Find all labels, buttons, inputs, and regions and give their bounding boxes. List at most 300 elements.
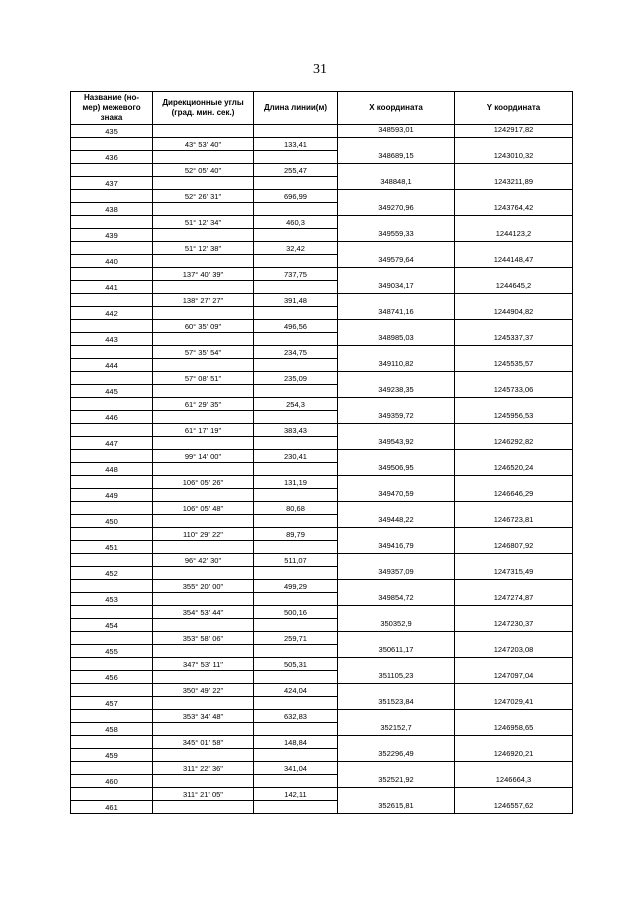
empty-y-cell <box>455 346 573 359</box>
direction-angle-cell: 106° 05' 48" <box>153 502 254 515</box>
empty-angle-cell <box>153 125 254 138</box>
mark-name-cell: 457 <box>71 697 153 710</box>
table-row-point <box>71 125 573 138</box>
empty-angle-cell <box>153 775 254 788</box>
empty-angle-cell <box>153 645 254 658</box>
empty-x-cell <box>338 242 455 255</box>
line-length-cell: 259,71 <box>254 632 338 645</box>
x-coordinate-cell: 351105,23 <box>338 671 455 684</box>
empty-angle-cell <box>153 801 254 814</box>
table-row-segment <box>71 346 573 359</box>
empty-x-cell <box>338 320 455 333</box>
mark-name-cell: 454 <box>71 619 153 632</box>
mark-name-cell: 447 <box>71 437 153 450</box>
table-row-point <box>71 541 573 554</box>
empty-angle-cell <box>153 229 254 242</box>
empty-length-cell <box>254 437 338 450</box>
direction-angle-cell: 52° 05' 40" <box>153 164 254 177</box>
x-coordinate-cell: 351523,84 <box>338 697 455 710</box>
table-row-segment <box>71 398 573 411</box>
table-row-segment <box>71 424 573 437</box>
empty-name-cell <box>71 216 153 229</box>
empty-name-cell <box>71 606 153 619</box>
empty-angle-cell <box>153 411 254 424</box>
table-row-point <box>71 515 573 528</box>
empty-y-cell <box>455 164 573 177</box>
empty-angle-cell <box>153 359 254 372</box>
line-length-cell: 254,3 <box>254 398 338 411</box>
table-row-point <box>71 437 573 450</box>
table-row-segment <box>71 684 573 697</box>
line-length-cell: 341,04 <box>254 762 338 775</box>
y-coordinate-cell: 1245733,06 <box>455 385 573 398</box>
y-coordinate-cell: 1246664,3 <box>455 775 573 788</box>
empty-name-cell <box>71 398 153 411</box>
empty-y-cell <box>455 216 573 229</box>
x-coordinate-cell: 349579,64 <box>338 255 455 268</box>
table-row-segment <box>71 242 573 255</box>
direction-angle-cell: 57° 08' 51" <box>153 372 254 385</box>
empty-length-cell <box>254 177 338 190</box>
table-row-segment <box>71 606 573 619</box>
y-coordinate-cell: 1247315,49 <box>455 567 573 580</box>
direction-angle-cell: 311° 22' 36" <box>153 762 254 775</box>
mark-name-cell: 439 <box>71 229 153 242</box>
empty-y-cell <box>455 398 573 411</box>
mark-name-cell: 435 <box>71 125 153 138</box>
empty-x-cell <box>338 762 455 775</box>
y-coordinate-cell: 1244645,2 <box>455 281 573 294</box>
empty-angle-cell <box>153 723 254 736</box>
line-length-cell: 230,41 <box>254 450 338 463</box>
line-length-cell: 391,48 <box>254 294 338 307</box>
direction-angle-cell: 51° 12' 34" <box>153 216 254 229</box>
table-row-segment <box>71 294 573 307</box>
mark-name-cell: 461 <box>71 801 153 814</box>
table-header-row <box>71 92 573 125</box>
line-length-cell: 505,31 <box>254 658 338 671</box>
mark-name-cell: 446 <box>71 411 153 424</box>
empty-x-cell <box>338 580 455 593</box>
table-row-segment <box>71 216 573 229</box>
table-body <box>71 125 573 814</box>
empty-x-cell <box>338 424 455 437</box>
empty-name-cell <box>71 528 153 541</box>
empty-length-cell <box>254 723 338 736</box>
x-coordinate-cell: 349448,22 <box>338 515 455 528</box>
y-coordinate-cell: 1247097,04 <box>455 671 573 684</box>
mark-name-cell: 437 <box>71 177 153 190</box>
empty-angle-cell <box>153 567 254 580</box>
table-row-point <box>71 749 573 762</box>
x-coordinate-cell: 348593,01 <box>338 125 455 138</box>
table-row-point <box>71 385 573 398</box>
y-coordinate-cell: 1246958,65 <box>455 723 573 736</box>
x-coordinate-cell: 349416,79 <box>338 541 455 554</box>
x-coordinate-cell: 349854,72 <box>338 593 455 606</box>
empty-y-cell <box>455 424 573 437</box>
x-coordinate-cell: 349357,09 <box>338 567 455 580</box>
table-row-segment <box>71 554 573 567</box>
y-coordinate-cell: 1244123,2 <box>455 229 573 242</box>
table-row-segment <box>71 268 573 281</box>
table-row-point <box>71 281 573 294</box>
direction-angle-cell: 43° 53' 40" <box>153 138 254 151</box>
table-row-point <box>71 359 573 372</box>
line-length-cell: 80,68 <box>254 502 338 515</box>
direction-angle-cell: 110° 29' 22" <box>153 528 254 541</box>
x-coordinate-cell: 349543,92 <box>338 437 455 450</box>
table-row-point <box>71 255 573 268</box>
y-coordinate-cell: 1247203,08 <box>455 645 573 658</box>
empty-y-cell <box>455 788 573 801</box>
table-row-segment <box>71 320 573 333</box>
empty-x-cell <box>338 164 455 177</box>
x-coordinate-cell: 349270,96 <box>338 203 455 216</box>
empty-x-cell <box>338 788 455 801</box>
empty-name-cell <box>71 346 153 359</box>
x-coordinate-cell: 352296,49 <box>338 749 455 762</box>
direction-angle-cell: 353° 58' 06" <box>153 632 254 645</box>
empty-length-cell <box>254 281 338 294</box>
x-coordinate-cell: 350611,17 <box>338 645 455 658</box>
empty-y-cell <box>455 632 573 645</box>
direction-angle-cell: 138° 27' 27" <box>153 294 254 307</box>
y-coordinate-cell: 1246723,81 <box>455 515 573 528</box>
table-row-point <box>71 229 573 242</box>
empty-length-cell <box>254 125 338 138</box>
empty-angle-cell <box>153 749 254 762</box>
mark-name-cell: 443 <box>71 333 153 346</box>
empty-name-cell <box>71 658 153 671</box>
empty-x-cell <box>338 606 455 619</box>
empty-name-cell <box>71 502 153 515</box>
table-row-point <box>71 645 573 658</box>
mark-name-cell: 455 <box>71 645 153 658</box>
empty-length-cell <box>254 671 338 684</box>
y-coordinate-cell: 1247230,37 <box>455 619 573 632</box>
boundary-marks-table-container <box>70 91 572 822</box>
empty-length-cell <box>254 697 338 710</box>
empty-name-cell <box>71 190 153 203</box>
empty-length-cell <box>254 203 338 216</box>
direction-angle-cell: 51° 12' 38" <box>153 242 254 255</box>
line-length-cell: 89,79 <box>254 528 338 541</box>
empty-y-cell <box>455 268 573 281</box>
direction-angle-cell: 355° 20' 00" <box>153 580 254 593</box>
mark-name-cell: 459 <box>71 749 153 762</box>
mark-name-cell: 442 <box>71 307 153 320</box>
y-coordinate-cell: 1247274,87 <box>455 593 573 606</box>
empty-x-cell <box>338 684 455 697</box>
empty-y-cell <box>455 502 573 515</box>
direction-angle-cell: 354° 53' 44" <box>153 606 254 619</box>
empty-x-cell <box>338 216 455 229</box>
table-row-point <box>71 203 573 216</box>
table-row-point <box>71 775 573 788</box>
table-row-point <box>71 801 573 814</box>
y-coordinate-cell: 1245535,57 <box>455 359 573 372</box>
empty-length-cell <box>254 385 338 398</box>
table-row-point <box>71 697 573 710</box>
empty-angle-cell <box>153 515 254 528</box>
table-row-segment <box>71 190 573 203</box>
empty-x-cell <box>338 138 455 151</box>
empty-angle-cell <box>153 697 254 710</box>
mark-name-cell: 453 <box>71 593 153 606</box>
mark-name-cell: 458 <box>71 723 153 736</box>
empty-length-cell <box>254 333 338 346</box>
empty-name-cell <box>71 268 153 281</box>
empty-length-cell <box>254 541 338 554</box>
empty-angle-cell <box>153 671 254 684</box>
empty-angle-cell <box>153 489 254 502</box>
y-coordinate-cell: 1244904,82 <box>455 307 573 320</box>
empty-length-cell <box>254 749 338 762</box>
empty-x-cell <box>338 710 455 723</box>
table-row-segment <box>71 580 573 593</box>
mark-name-cell: 460 <box>71 775 153 788</box>
direction-angle-cell: 350° 49' 22" <box>153 684 254 697</box>
x-coordinate-cell: 352152,7 <box>338 723 455 736</box>
empty-x-cell <box>338 190 455 203</box>
empty-length-cell <box>254 645 338 658</box>
empty-x-cell <box>338 502 455 515</box>
empty-y-cell <box>455 736 573 749</box>
empty-length-cell <box>254 229 338 242</box>
empty-name-cell <box>71 242 153 255</box>
y-coordinate-cell: 1244148,47 <box>455 255 573 268</box>
empty-name-cell <box>71 164 153 177</box>
x-coordinate-cell: 348689,15 <box>338 151 455 164</box>
table-row-point <box>71 151 573 164</box>
y-coordinate-cell: 1243010,32 <box>455 151 573 164</box>
empty-name-cell <box>71 788 153 801</box>
empty-angle-cell <box>153 619 254 632</box>
y-coordinate-cell: 1243211,89 <box>455 177 573 190</box>
mark-name-cell: 441 <box>71 281 153 294</box>
y-coordinate-cell: 1246646,29 <box>455 489 573 502</box>
empty-x-cell <box>338 736 455 749</box>
empty-angle-cell <box>153 255 254 268</box>
table-row-point <box>71 333 573 346</box>
line-length-cell: 255,47 <box>254 164 338 177</box>
empty-length-cell <box>254 515 338 528</box>
direction-angle-cell: 99° 14' 00" <box>153 450 254 463</box>
empty-name-cell <box>71 632 153 645</box>
direction-angle-cell: 347° 53' 11" <box>153 658 254 671</box>
mark-name-cell: 450 <box>71 515 153 528</box>
empty-length-cell <box>254 463 338 476</box>
y-coordinate-cell: 1246807,92 <box>455 541 573 554</box>
line-length-cell: 383,43 <box>254 424 338 437</box>
direction-angle-cell: 311° 21' 05" <box>153 788 254 801</box>
table-row-segment <box>71 138 573 151</box>
table-row-segment <box>71 476 573 489</box>
y-coordinate-cell: 1246920,21 <box>455 749 573 762</box>
empty-length-cell <box>254 151 338 164</box>
empty-angle-cell <box>153 281 254 294</box>
x-coordinate-cell: 349238,35 <box>338 385 455 398</box>
boundary-marks-table <box>70 91 573 814</box>
x-coordinate-cell: 348741,16 <box>338 307 455 320</box>
y-coordinate-cell: 1245337,37 <box>455 333 573 346</box>
empty-y-cell <box>455 320 573 333</box>
mark-name-cell: 436 <box>71 151 153 164</box>
empty-length-cell <box>254 775 338 788</box>
x-coordinate-cell: 349034,17 <box>338 281 455 294</box>
empty-name-cell <box>71 710 153 723</box>
empty-name-cell <box>71 580 153 593</box>
table-row-point <box>71 593 573 606</box>
x-coordinate-cell: 349110,82 <box>338 359 455 372</box>
direction-angle-cell: 60° 35' 09" <box>153 320 254 333</box>
direction-angle-cell: 137° 40' 39" <box>153 268 254 281</box>
table-row-segment <box>71 736 573 749</box>
empty-y-cell <box>455 554 573 567</box>
empty-y-cell <box>455 658 573 671</box>
table-row-point <box>71 489 573 502</box>
direction-angle-cell: 57° 35' 54" <box>153 346 254 359</box>
y-coordinate-cell: 1245956,53 <box>455 411 573 424</box>
page-number: 31 <box>313 62 327 77</box>
empty-name-cell <box>71 320 153 333</box>
empty-angle-cell <box>153 307 254 320</box>
y-coordinate-cell: 1242917,82 <box>455 125 573 138</box>
mark-name-cell: 444 <box>71 359 153 372</box>
y-coordinate-cell: 1246292,82 <box>455 437 573 450</box>
table-row-segment <box>71 658 573 671</box>
empty-name-cell <box>71 372 153 385</box>
empty-angle-cell <box>153 203 254 216</box>
empty-angle-cell <box>153 151 254 164</box>
table-row-point <box>71 723 573 736</box>
empty-y-cell <box>455 450 573 463</box>
line-length-cell: 133,41 <box>254 138 338 151</box>
empty-length-cell <box>254 619 338 632</box>
table-row-segment <box>71 164 573 177</box>
table-row-point <box>71 567 573 580</box>
table-row-point <box>71 177 573 190</box>
mark-name-cell: 452 <box>71 567 153 580</box>
x-coordinate-cell: 348985,03 <box>338 333 455 346</box>
line-length-cell: 696,99 <box>254 190 338 203</box>
mark-name-cell: 449 <box>71 489 153 502</box>
empty-name-cell <box>71 554 153 567</box>
x-coordinate-cell: 350352,9 <box>338 619 455 632</box>
line-length-cell: 32,42 <box>254 242 338 255</box>
empty-angle-cell <box>153 333 254 346</box>
table-row-segment <box>71 632 573 645</box>
empty-name-cell <box>71 476 153 489</box>
empty-name-cell <box>71 294 153 307</box>
empty-name-cell <box>71 684 153 697</box>
header-mark-name: Название (но- мер) межевого знака <box>71 92 153 125</box>
line-length-cell: 460,3 <box>254 216 338 229</box>
mark-name-cell: 440 <box>71 255 153 268</box>
empty-name-cell <box>71 762 153 775</box>
empty-y-cell <box>455 606 573 619</box>
empty-angle-cell <box>153 385 254 398</box>
empty-y-cell <box>455 294 573 307</box>
line-length-cell: 235,09 <box>254 372 338 385</box>
line-length-cell: 500,16 <box>254 606 338 619</box>
empty-name-cell <box>71 424 153 437</box>
x-coordinate-cell: 349470,59 <box>338 489 455 502</box>
mark-name-cell: 445 <box>71 385 153 398</box>
line-length-cell: 142,11 <box>254 788 338 801</box>
empty-x-cell <box>338 528 455 541</box>
empty-x-cell <box>338 554 455 567</box>
empty-angle-cell <box>153 463 254 476</box>
empty-y-cell <box>455 580 573 593</box>
direction-angle-cell: 61° 29' 35" <box>153 398 254 411</box>
mark-name-cell: 456 <box>71 671 153 684</box>
empty-x-cell <box>338 294 455 307</box>
line-length-cell: 234,75 <box>254 346 338 359</box>
empty-length-cell <box>254 411 338 424</box>
header-line-length: Длина линии(м) <box>254 92 338 125</box>
empty-x-cell <box>338 658 455 671</box>
empty-name-cell <box>71 736 153 749</box>
empty-angle-cell <box>153 437 254 450</box>
x-coordinate-cell: 349559,33 <box>338 229 455 242</box>
table-row-point <box>71 619 573 632</box>
line-length-cell: 737,75 <box>254 268 338 281</box>
empty-x-cell <box>338 372 455 385</box>
x-coordinate-cell: 349506,95 <box>338 463 455 476</box>
empty-x-cell <box>338 450 455 463</box>
empty-angle-cell <box>153 177 254 190</box>
empty-x-cell <box>338 632 455 645</box>
table-row-point <box>71 411 573 424</box>
empty-y-cell <box>455 476 573 489</box>
direction-angle-cell: 345° 01' 58" <box>153 736 254 749</box>
line-length-cell: 496,56 <box>254 320 338 333</box>
empty-length-cell <box>254 359 338 372</box>
table-row-segment <box>71 450 573 463</box>
line-length-cell: 148,84 <box>254 736 338 749</box>
empty-length-cell <box>254 801 338 814</box>
mark-name-cell: 448 <box>71 463 153 476</box>
line-length-cell: 511,07 <box>254 554 338 567</box>
empty-name-cell <box>71 138 153 151</box>
table-row-segment <box>71 372 573 385</box>
header-direction-angles: Дирекционные углы (град. мин. сек.) <box>153 92 254 125</box>
y-coordinate-cell: 1246557,62 <box>455 801 573 814</box>
empty-y-cell <box>455 710 573 723</box>
direction-angle-cell: 106° 05' 26" <box>153 476 254 489</box>
empty-y-cell <box>455 684 573 697</box>
empty-y-cell <box>455 242 573 255</box>
direction-angle-cell: 353° 34' 48" <box>153 710 254 723</box>
y-coordinate-cell: 1243764,42 <box>455 203 573 216</box>
empty-length-cell <box>254 567 338 580</box>
table-row-point <box>71 671 573 684</box>
table-row-segment <box>71 762 573 775</box>
x-coordinate-cell: 349359,72 <box>338 411 455 424</box>
x-coordinate-cell: 352521,92 <box>338 775 455 788</box>
empty-length-cell <box>254 255 338 268</box>
direction-angle-cell: 61° 17' 19" <box>153 424 254 437</box>
line-length-cell: 424,04 <box>254 684 338 697</box>
header-x-coordinate: X координата <box>338 92 455 125</box>
empty-x-cell <box>338 476 455 489</box>
empty-y-cell <box>455 190 573 203</box>
line-length-cell: 632,83 <box>254 710 338 723</box>
mark-name-cell: 451 <box>71 541 153 554</box>
empty-x-cell <box>338 346 455 359</box>
